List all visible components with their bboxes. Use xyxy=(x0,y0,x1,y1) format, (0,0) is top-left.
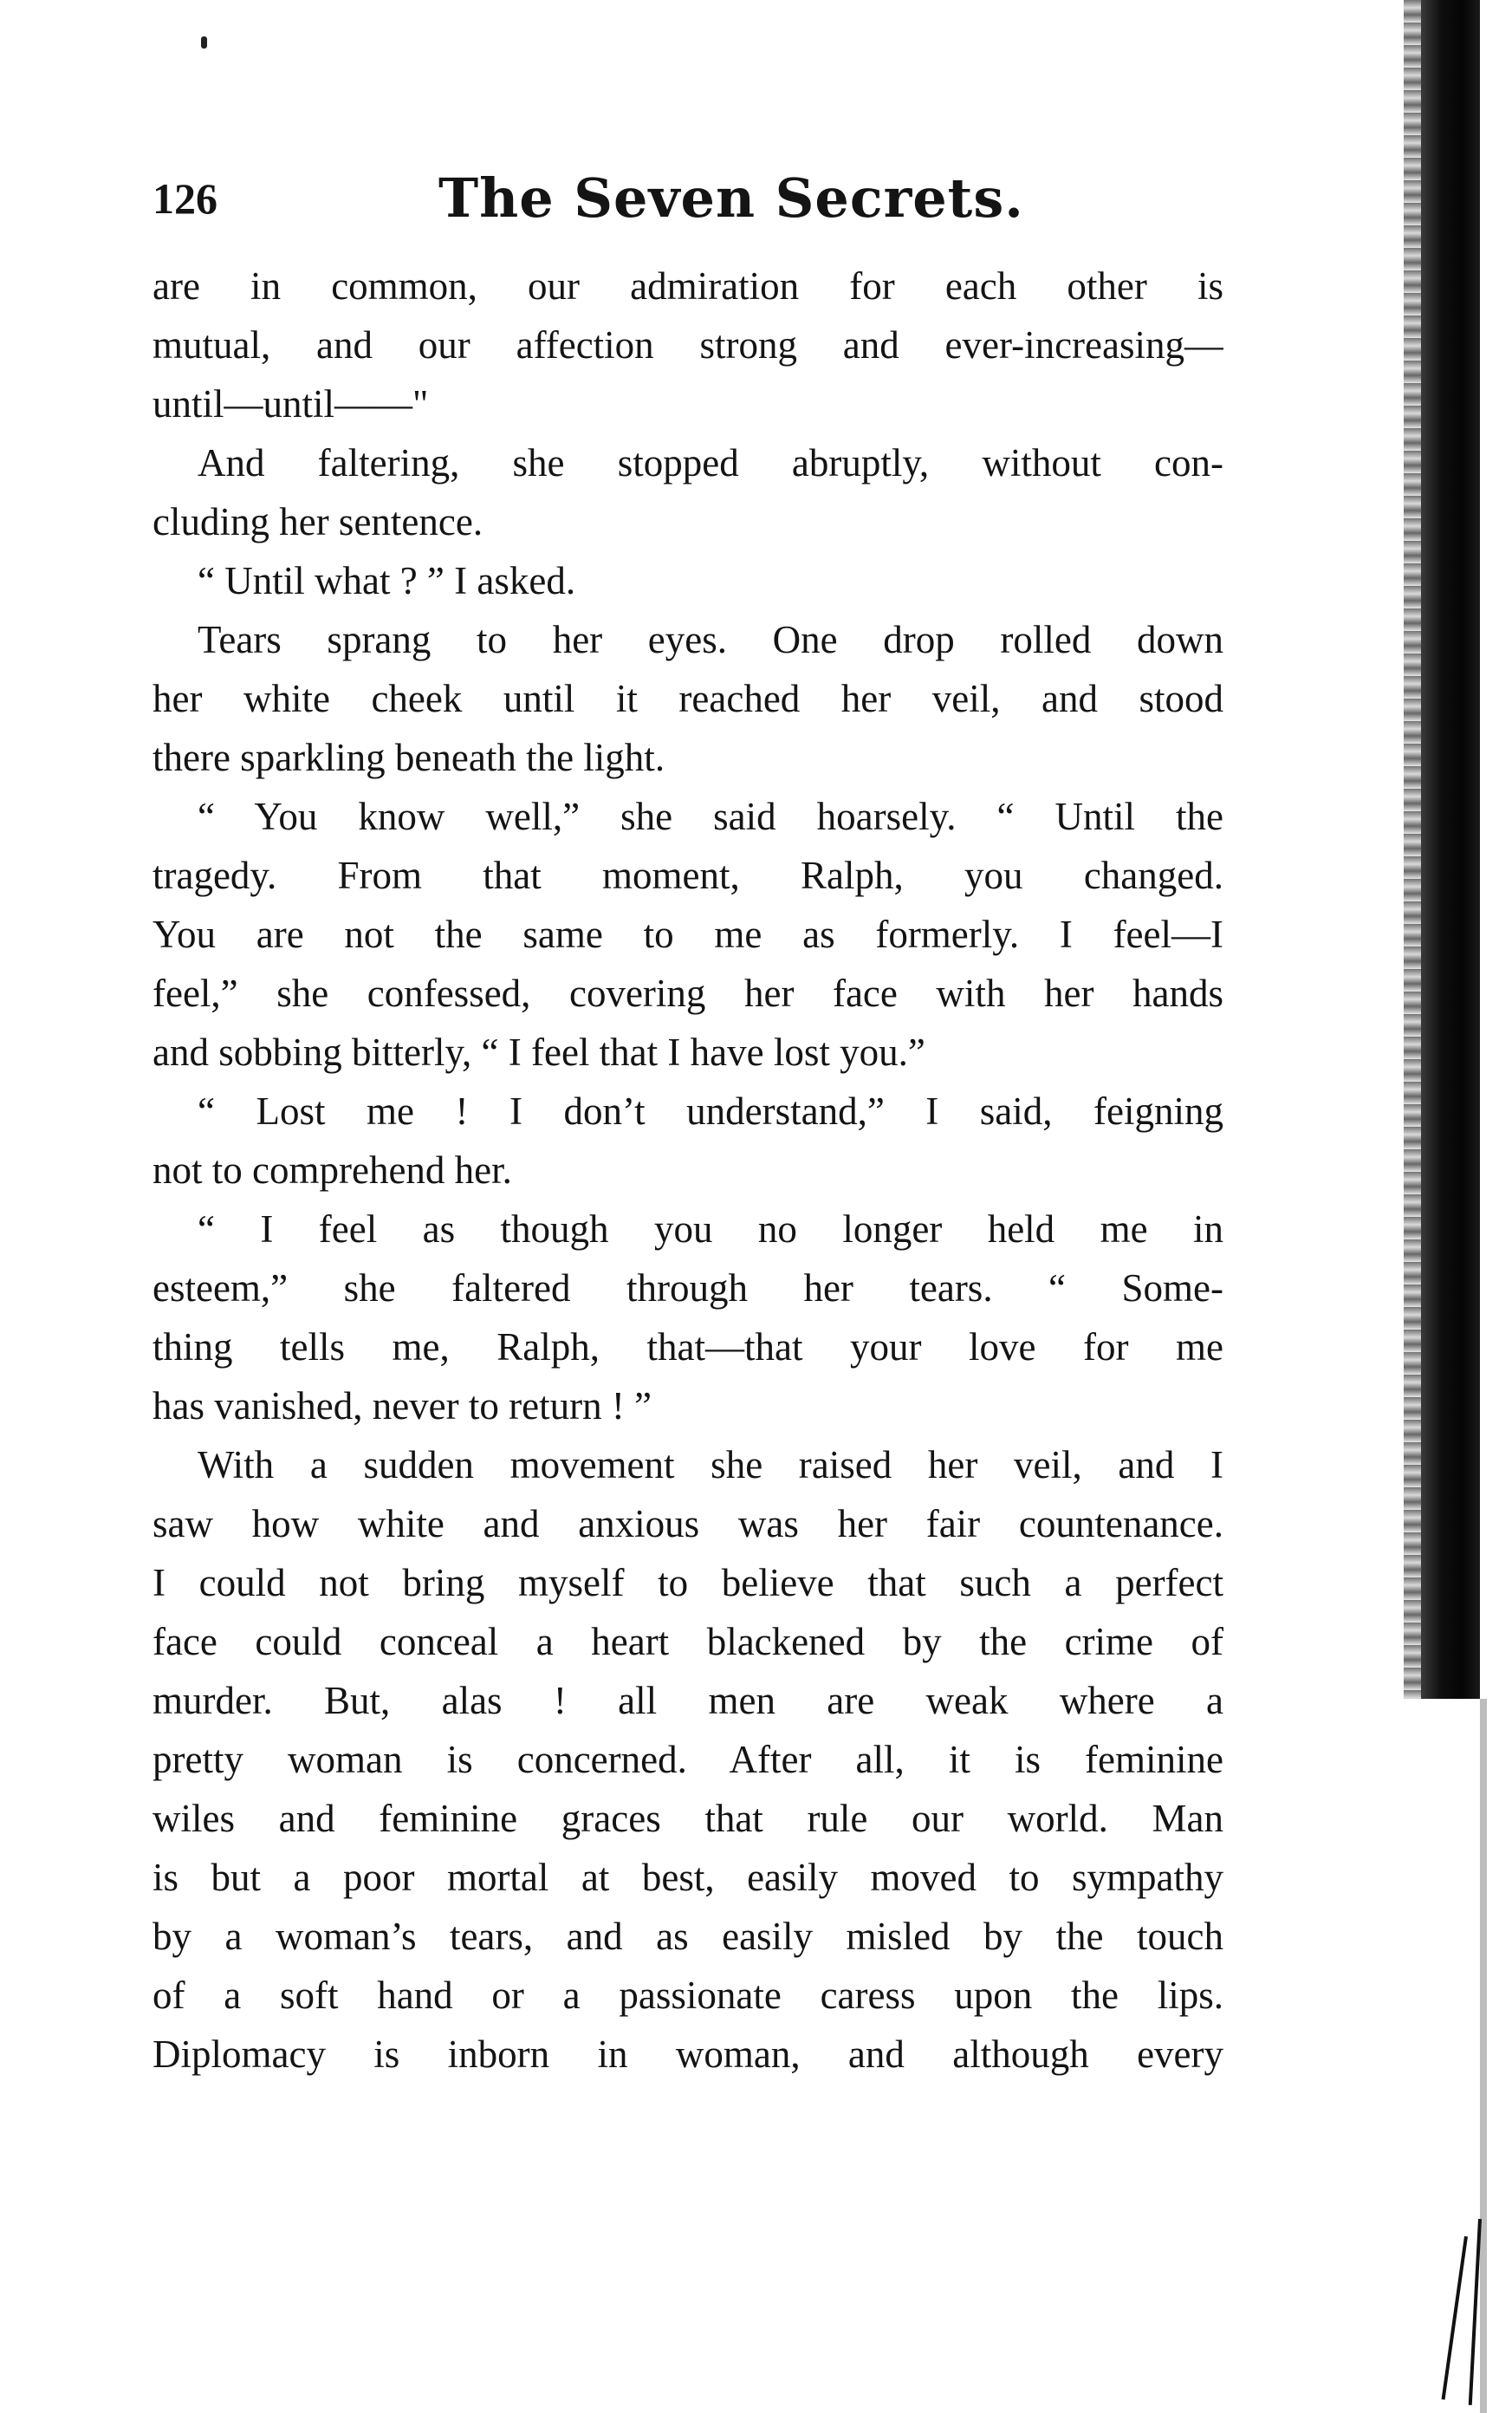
text-line: murder. But, alas ! all men are weak where a xyxy=(152,1679,1223,1722)
text-line: tragedy. From that moment, Ralph, you changed. xyxy=(152,854,1223,897)
text-line: “ I feel as though you no longer held me in xyxy=(198,1207,1223,1251)
margin-scratch xyxy=(1442,2236,1468,2400)
page-number: 126 xyxy=(152,174,217,223)
text-line: “ You know well,” she said hoarsely. “ Until the xyxy=(198,795,1223,838)
running-title: The Seven Secrets. xyxy=(438,166,1024,230)
body-text xyxy=(152,257,1223,2084)
text-line: of a soft hand or a passionate caress upon the lips. xyxy=(152,1974,1223,2017)
ink-speck xyxy=(201,36,207,49)
text-line: and sobbing bitterly, “ I feel that I have lost you.” xyxy=(152,1031,925,1074)
binding-shadow xyxy=(1421,0,1480,1699)
text-line: has vanished, never to return ! ” xyxy=(152,1384,652,1428)
text-line: by a woman’s tears, and as easily misled by the touch xyxy=(152,1915,1223,1958)
text-line: I could not bring myself to believe that such a perfect xyxy=(152,1561,1223,1604)
text-line: face could conceal a heart blackened by the crime of xyxy=(152,1620,1223,1663)
text-line: “ Lost me ! I don’t understand,” I said, feigning xyxy=(198,1089,1223,1133)
text-line: are in common, our admiration for each other is xyxy=(152,264,1223,308)
text-line: feel,” she confessed, covering her face with her hands xyxy=(152,972,1223,1015)
page-edge-line xyxy=(1480,1699,1487,2413)
text-line: “ Until what ? ” I asked. xyxy=(198,559,576,602)
text-line: not to comprehend her. xyxy=(152,1148,512,1192)
text-line: mutual, and our affection strong and ever-increasing— xyxy=(152,323,1223,367)
text-line: there sparkling beneath the light. xyxy=(152,736,665,779)
text-line: wiles and feminine graces that rule our world. Man xyxy=(152,1797,1223,1840)
text-line: Tears sprang to her eyes. One drop rolled down xyxy=(198,618,1223,661)
text-line: thing tells me, Ralph, that—that your love for me xyxy=(152,1325,1223,1369)
binding-shadow-edge xyxy=(1404,0,1423,1699)
page-header xyxy=(152,166,1227,244)
text-line: And faltering, she stopped abruptly, without con- xyxy=(198,441,1223,485)
text-line: You are not the same to me as formerly. I feel—I xyxy=(152,913,1223,956)
text-line: Diplomacy is inborn in woman, and although every xyxy=(152,2033,1223,2076)
text-line: With a sudden movement she raised her veil, and I xyxy=(198,1443,1223,1486)
text-line: her white cheek until it reached her veil, and stood xyxy=(152,677,1223,720)
text-line: pretty woman is concerned. After all, it is feminine xyxy=(152,1738,1223,1781)
text-line: saw how white and anxious was her fair countenance. xyxy=(152,1502,1223,1545)
text-line: until—until——" xyxy=(152,382,429,426)
text-line: cluding her sentence. xyxy=(152,500,483,543)
text-line: esteem,” she faltered through her tears. “ Some- xyxy=(152,1266,1223,1310)
text-line: is but a poor mortal at best, easily moved to sympathy xyxy=(152,1856,1223,1899)
